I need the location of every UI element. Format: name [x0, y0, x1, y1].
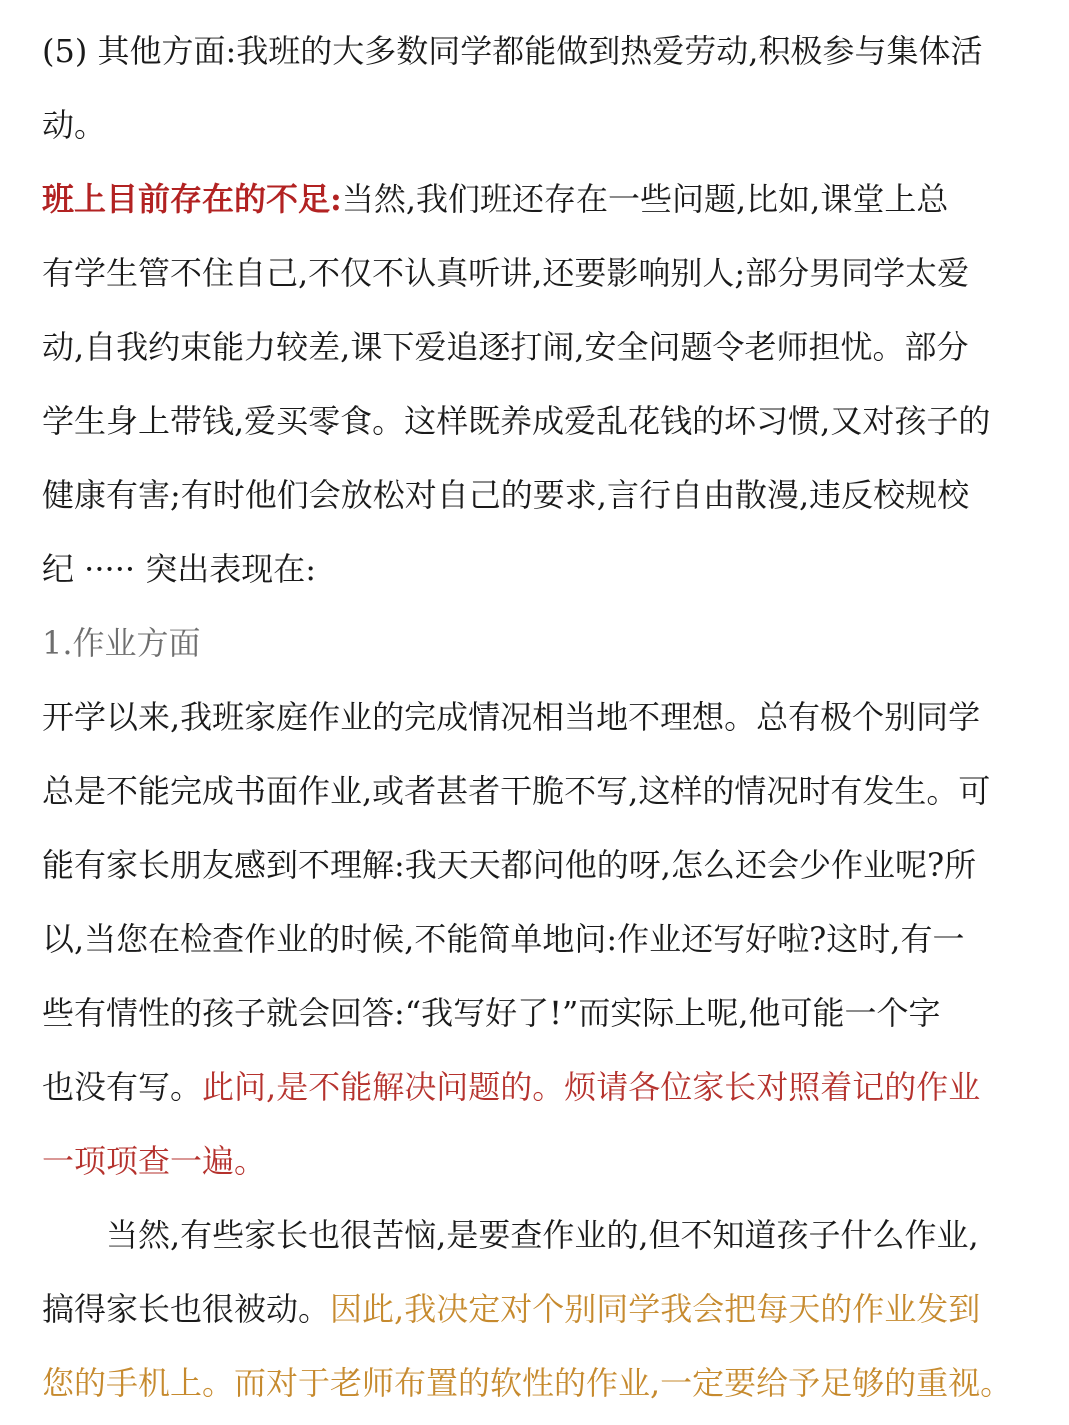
homework-line-6-highlight: 此问,是不能解决问题的。烦请各位家长对照着记的作业 [202, 1068, 981, 1106]
parents-line-2-text: 搞得家长也很被动。 [42, 1290, 331, 1328]
homework-line-3: 能有家长朋友感到不理解:我天天都问他的呀,怎么还会少作业呢?所 [42, 846, 977, 884]
parents-line-1: 当然,有些家长也很苦恼,是要查作业的,但不知道孩子什么作业, [106, 1216, 979, 1254]
homework-line-4: 以,当您在检查作业的时候,不能简单地问:作业还写好啦?这时,有一 [42, 920, 965, 958]
section5-line-2: 动。 [42, 106, 107, 144]
homework-line-6 [42, 1050, 1032, 1124]
homework-line-7: 一项项查一遍。 [42, 1142, 267, 1180]
homework-heading: 1.作业方面 [42, 624, 201, 662]
parents-line-3: 您的手机上。而对于老师布置的软性的作业,一定要给予足够的重视。 [42, 1364, 1013, 1402]
homework-line-5: 些有情性的孩子就会回答:“我写好了!”而实际上呢,他可能一个字 [42, 994, 941, 1032]
homework-line-1: 开学以来,我班家庭作业的完成情况相当地不理想。总有极个别同学 [42, 698, 981, 736]
shortcomings-heading: 班上目前存在的不足: [42, 180, 342, 218]
section5-line-1: (5) 其他方面:我班的大多数同学都能做到热爱劳动,积极参与集体活 [42, 32, 983, 70]
homework-line-2: 总是不能完成书面作业,或者甚者干脆不写,这样的情况时有发生。可 [42, 772, 991, 810]
shortcomings-line-1-text: 当然,我们班还存在一些问题,比如,课堂上总 [341, 180, 949, 218]
document-page [42, 14, 1032, 1420]
shortcomings-line-6: 纪 ····· 突出表现在: [42, 550, 316, 588]
shortcomings-line-5: 健康有害;有时他们会放松对自己的要求,言行自由散漫,违反校规校 [42, 476, 970, 514]
shortcomings-line-3: 动,自我约束能力较差,课下爱追逐打闹,安全问题令老师担忧。部分 [42, 328, 969, 366]
parents-line-2-highlight: 因此,我决定对个别同学我会把每天的作业发到 [330, 1290, 981, 1328]
homework-line-6-text: 也没有写。 [42, 1068, 203, 1106]
shortcomings-line-1 [42, 162, 1032, 236]
parents-line-2 [42, 1272, 1032, 1346]
shortcomings-line-2: 有学生管不住自己,不仅不认真听讲,还要影响别人;部分男同学太爱 [42, 254, 970, 292]
shortcomings-line-4: 学生身上带钱,爱买零食。这样既养成爱乱花钱的坏习惯,又对孩子的 [42, 402, 991, 440]
